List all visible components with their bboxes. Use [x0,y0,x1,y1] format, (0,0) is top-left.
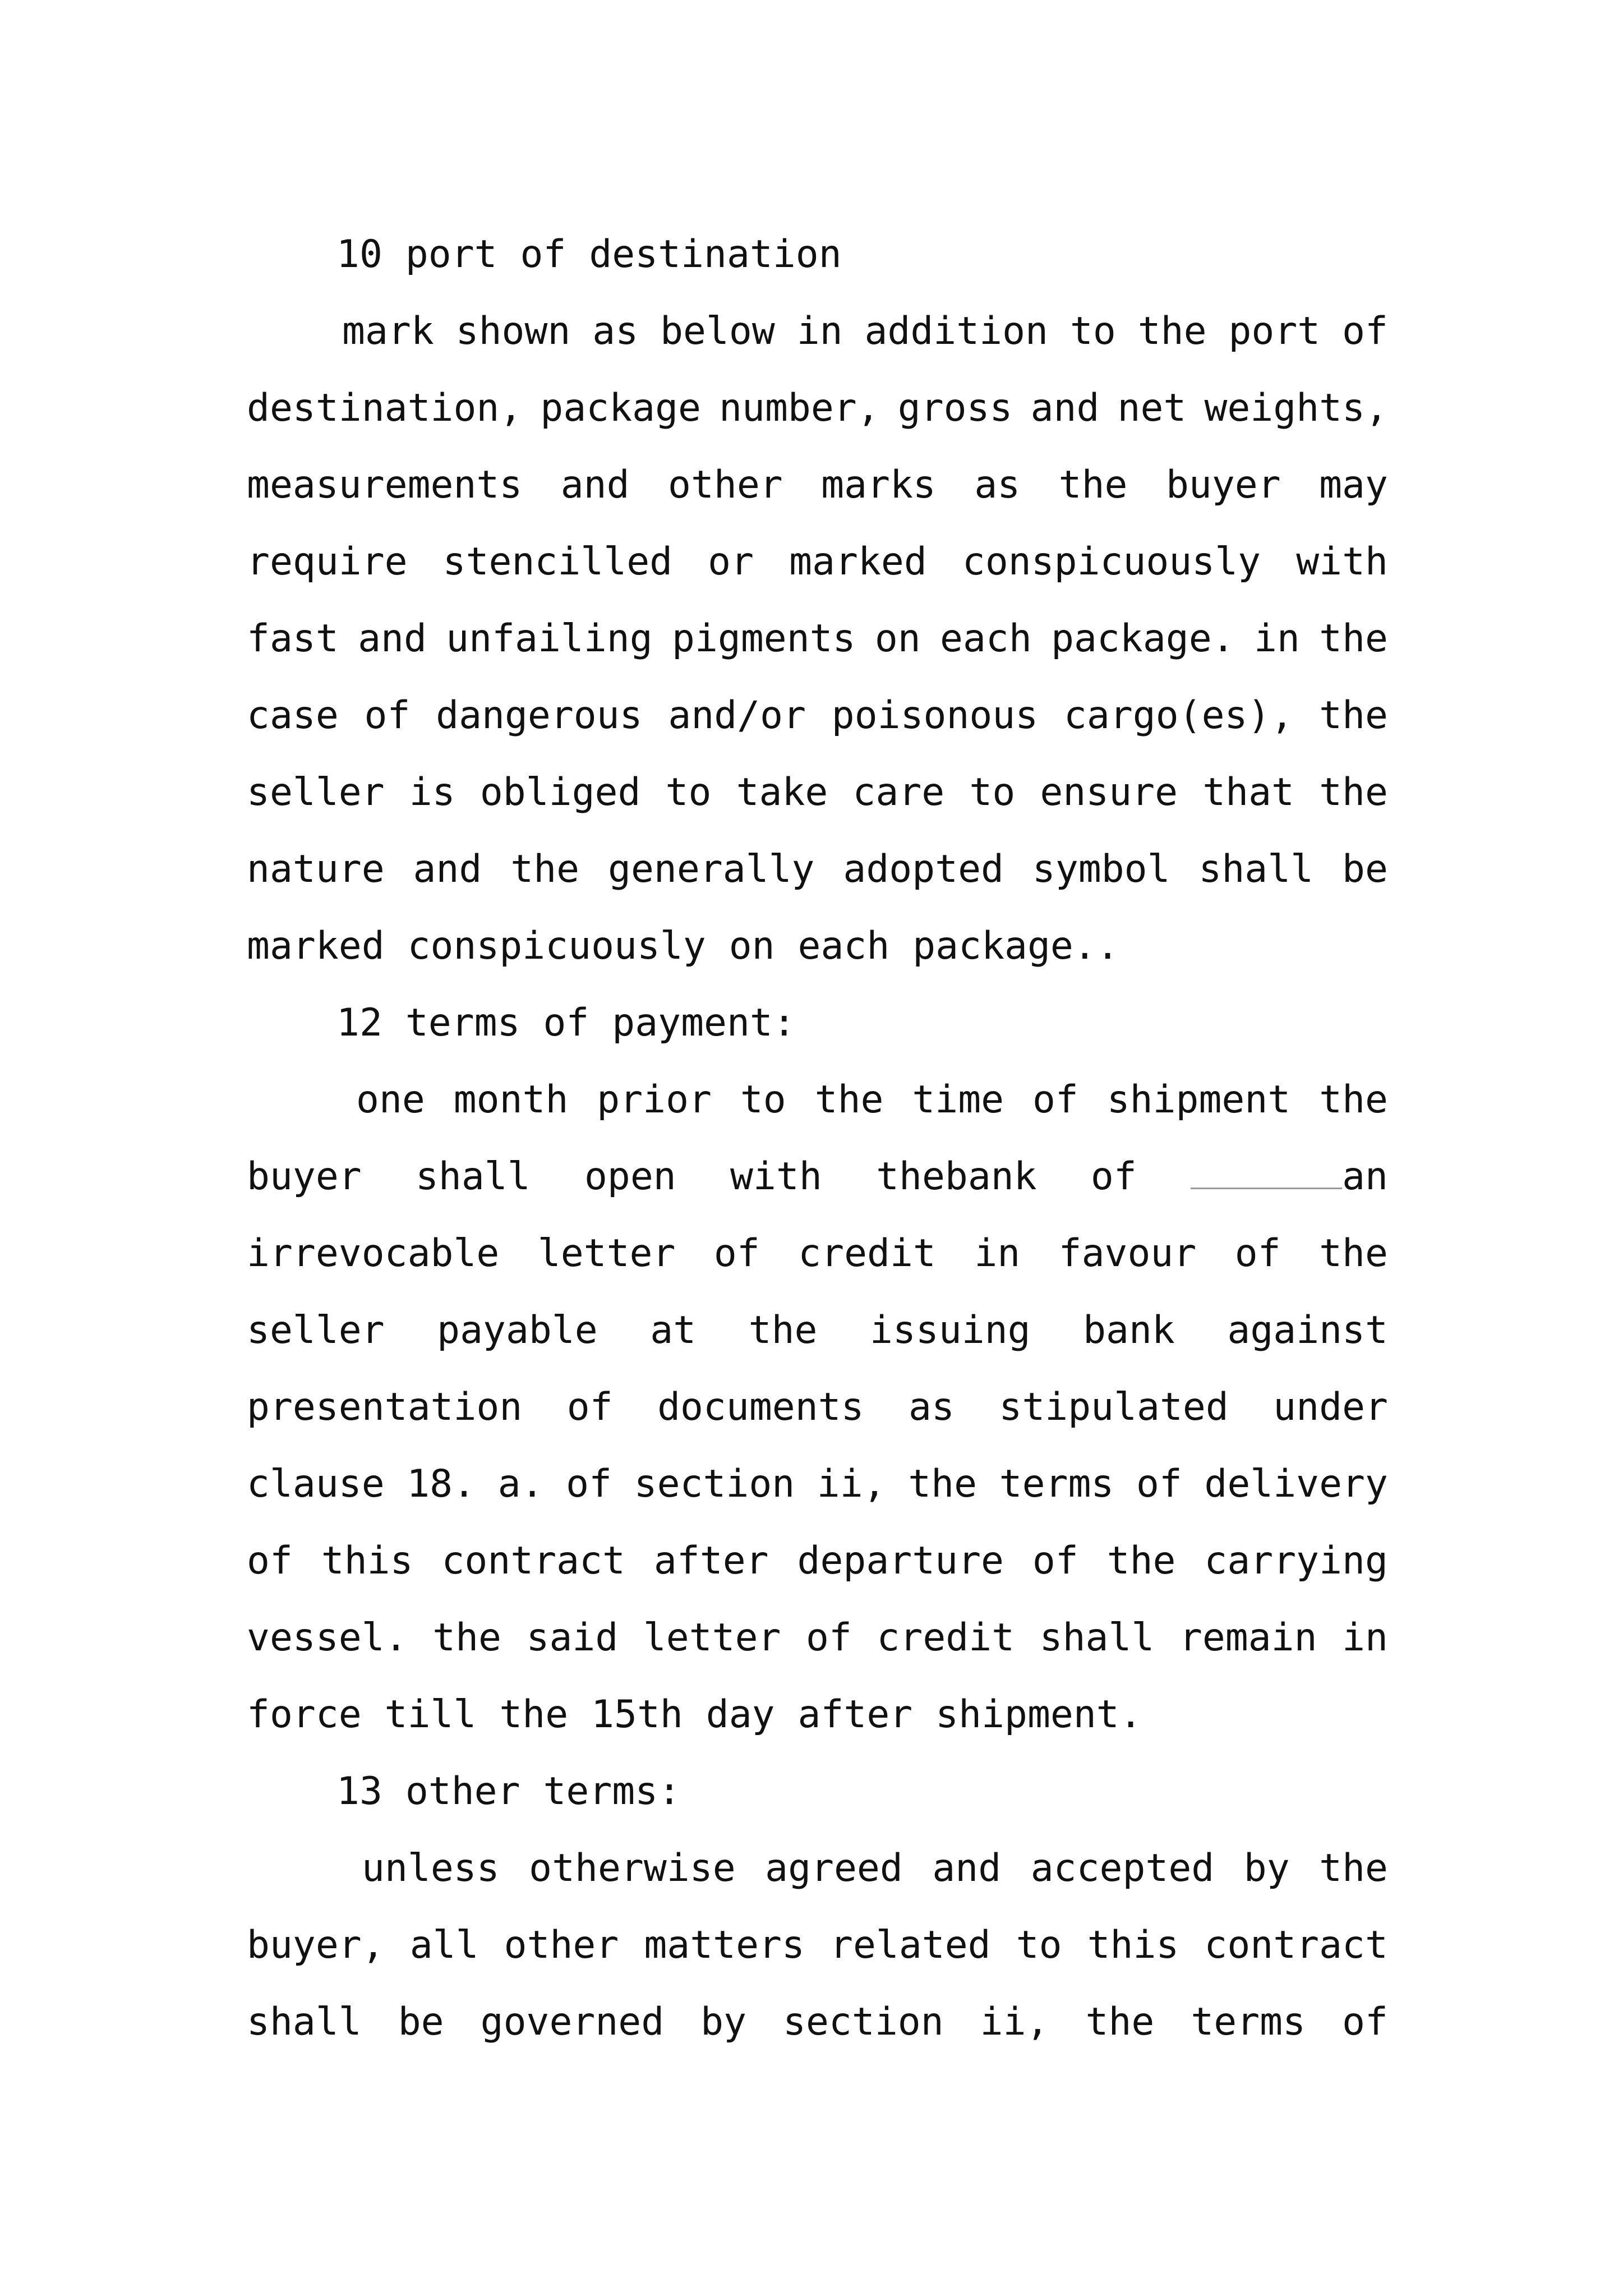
word: number, [719,386,880,430]
document-body [247,216,1388,2060]
word: after [653,1539,769,1583]
word: month [453,1078,569,1122]
paragraph-line [247,1599,1388,1676]
word: section [634,1462,795,1506]
word: or [708,540,754,584]
word: symbol [1032,847,1170,891]
word: the [1137,309,1207,353]
word: the [1319,770,1388,815]
word: seller [247,770,385,815]
word: of [806,1616,852,1660]
word: stencilled [442,540,673,584]
word: shall [1039,1616,1155,1660]
word: of [713,1231,760,1276]
paragraph-line [247,447,1388,523]
word: destination, [247,386,523,430]
word: of [1032,1539,1078,1583]
paragraph-line [247,370,1388,447]
word: marked [789,540,927,584]
word: thebank [876,1154,1037,1199]
word: below [660,309,775,353]
word: is [409,770,455,815]
word: cargo(es), [1063,693,1294,738]
word: shall [247,2000,362,2044]
word: in [796,309,843,353]
word: documents [657,1385,864,1429]
word: generally [608,847,815,891]
word: require [247,540,408,584]
word: marks [821,463,936,507]
word: one [356,1078,425,1122]
word: presentation [247,1385,523,1429]
word: that [1202,770,1294,815]
word: the [1058,463,1128,507]
word: of [364,693,411,738]
word: in [1253,616,1300,661]
word: the [1106,1539,1176,1583]
word: by [1243,1846,1290,1890]
word: bank [1083,1308,1175,1352]
word: and [560,463,630,507]
heading-other-terms: 13 other terms: [336,1769,681,1814]
word: credit [798,1231,936,1276]
word: as [974,463,1021,507]
word: terms [1191,2000,1306,2044]
word: other [668,463,783,507]
word: of [566,1385,613,1429]
word: mark [342,309,434,353]
word: and [413,847,482,891]
word: case [247,693,339,738]
word: of [1342,2000,1388,2044]
word: be [398,2000,444,2044]
word: of [1234,1231,1281,1276]
word: agreed [765,1846,903,1890]
word: package [540,386,701,430]
paragraph-line [247,1369,1388,1446]
paragraph-line [247,1292,1388,1369]
word: remain [1179,1616,1317,1660]
word: the [1085,2000,1155,2044]
word: each [940,616,1032,661]
word: shipment [1106,1078,1291,1122]
word: as [592,309,639,353]
word: may [1319,463,1388,507]
word: 18. [407,1462,476,1506]
heading-terms-of-payment: 12 terms of payment: [336,1001,796,1045]
word: at [650,1308,697,1352]
word: an [1342,1154,1388,1199]
word: gross [897,386,1013,430]
word: related [830,1923,991,1967]
word: under [1273,1385,1388,1429]
word: section [783,2000,944,2044]
word: to [665,770,712,815]
word: buyer, [247,1923,385,1967]
word: the [908,1462,978,1506]
word: credit [877,1616,1015,1660]
word: buyer [1165,463,1281,507]
word: this [1087,1923,1179,1967]
word: delivery [1204,1462,1388,1506]
word: in [1342,1616,1388,1660]
word: the [1319,1846,1388,1890]
word: care [852,770,945,815]
word: obliged [479,770,641,815]
word: contract [441,1539,625,1583]
word: package. [1051,616,1235,661]
word: the [1319,1078,1388,1122]
word: to [969,770,1016,815]
word: favour [1058,1231,1197,1276]
word: with [730,1154,822,1199]
word: shown [455,309,571,353]
bank-name-blank [1191,1138,1388,1215]
word: ii, [817,1462,886,1506]
word: of [566,1462,612,1506]
word: accepted [1030,1846,1215,1890]
word: fast [247,616,339,661]
paragraph-line-with-blank [247,1138,1388,1215]
paragraph-line [247,293,1388,370]
word: letter [537,1231,676,1276]
word: the [1319,616,1388,661]
word: the [1319,693,1388,738]
word: ensure [1040,770,1178,815]
word: carrying [1204,1539,1388,1583]
paragraph-line [247,1446,1388,1522]
word: other [504,1923,619,1967]
word: the [510,847,580,891]
word: said [526,1616,619,1660]
word: terms [999,1462,1114,1506]
word: of [1032,1078,1078,1122]
paragraph-line [247,523,1388,600]
word: weights, [1204,386,1388,430]
word: the [432,1616,501,1660]
word: stipulated [999,1385,1229,1429]
word: by [700,2000,747,2044]
fill-in-blank [1191,1154,1342,1189]
word: all [409,1923,479,1967]
word: open [584,1154,676,1199]
word: of [1136,1462,1182,1506]
word: poisonous [831,693,1039,738]
word: pigments [672,616,856,661]
word: matters [644,1923,805,1967]
word: otherwise [529,1846,736,1890]
paragraph-line [247,1061,1388,1138]
word: the [814,1078,884,1122]
word: seller [247,1308,385,1352]
paragraph-line-last: marked conspicuously on each package.. [247,924,1119,968]
word: clause [247,1462,385,1506]
paragraph-line [247,600,1388,677]
word: shall [1198,847,1314,891]
word: take [736,770,828,815]
word: payable [437,1308,598,1352]
paragraph-line-last: force till the 15th day after shipment. [247,1692,1142,1737]
word: addition [864,309,1048,353]
paragraph-line [247,677,1388,754]
word: irrevocable [247,1231,500,1276]
word: of [1342,309,1388,353]
word: contract [1204,1923,1388,1967]
paragraph-line [247,1984,1388,2060]
word: to [1016,1923,1062,1967]
word: to [1069,309,1116,353]
word: on [874,616,921,661]
word: and [1030,386,1100,430]
word: prior [597,1078,712,1122]
word: with [1296,540,1388,584]
word: departure [797,1539,1004,1583]
word: adopted [843,847,1004,891]
word: shall [415,1154,531,1199]
word: of [247,1539,293,1583]
paragraph-line [247,1830,1388,1907]
paragraph-line [247,754,1388,831]
word: measurements [247,463,523,507]
word: the [1319,1231,1388,1276]
word: buyer [247,1154,362,1199]
paragraph-line [247,1215,1388,1292]
word: and [358,616,427,661]
word: be [1342,847,1388,891]
paragraph-line [247,831,1388,908]
paragraph-line [247,1907,1388,1984]
paragraph-line [247,1522,1388,1599]
word: a. [497,1462,544,1506]
word: net [1117,386,1187,430]
word: dangerous [436,693,643,738]
word: unfailing [446,616,653,661]
word: and [932,1846,1002,1890]
word: to [740,1078,786,1122]
word: and/or [668,693,806,738]
word: this [321,1539,413,1583]
word: against [1227,1308,1388,1352]
word: of [1090,1154,1137,1199]
word: vessel. [247,1616,408,1660]
word: in [974,1231,1021,1276]
word: conspicuously [962,540,1261,584]
heading-port-of-destination: 10 port of destination [336,232,842,277]
word: governed [480,2000,665,2044]
word: time [912,1078,1004,1122]
word: letter [643,1616,781,1660]
word: as [909,1385,955,1429]
word: issuing [870,1308,1031,1352]
word: port [1228,309,1321,353]
word: ii, [980,2000,1049,2044]
word: nature [247,847,385,891]
word: the [748,1308,818,1352]
word: unless [362,1846,500,1890]
